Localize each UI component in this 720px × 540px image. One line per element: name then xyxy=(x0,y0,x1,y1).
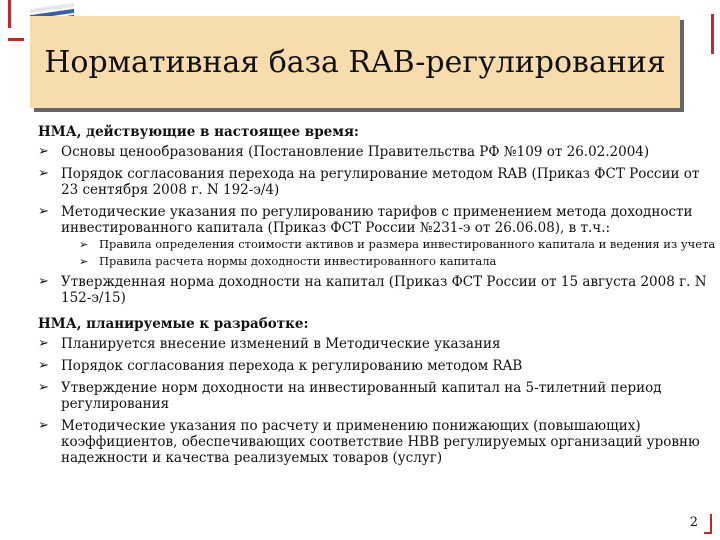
planned-list xyxy=(38,336,716,466)
list-item: ➢ Планируется внесение изменений в Методические указания xyxy=(38,336,716,352)
list-item: ➢ Утвержденная норма доходности на капитал (Приказ ФСТ России от 15 августа 2008 г. N 152-э/15) xyxy=(38,274,716,306)
current-list xyxy=(38,144,716,306)
slide-title-box xyxy=(30,16,680,108)
slide-title: Нормативная база RAB-регулирования xyxy=(44,44,666,80)
list-item: ➢ Основы ценообразования (Постановление Правительства РФ №109 от 26.02.2004) xyxy=(38,144,716,160)
slide-content xyxy=(38,124,716,472)
list-item xyxy=(38,204,716,268)
sub-list-item: ➢ Правила расчета нормы доходности инвестированного капитала xyxy=(61,255,716,268)
section-heading-current: НМА, действующие в настоящее время: xyxy=(38,124,359,140)
list-item: ➢ Порядок согласования перехода на регулирование методом RAB (Приказ ФСТ России от 23 сентября 2008 г. N 192-э/4) xyxy=(38,166,716,198)
sub-list-item: ➢ Правила определения стоимости активов и размера инвестированного капитала и ведения из учета xyxy=(61,238,716,251)
list-item: ➢ Порядок согласования перехода к регулированию методом RAB xyxy=(38,358,716,374)
page-number: 2 xyxy=(689,515,698,530)
corner-mark-decoration xyxy=(8,0,11,28)
list-item: ➢ Методические указания по расчету и применению понижающих (повышающих) коэффициентов, обеспечивающих соответствие НВВ регулируемых организаций уровню надежности и качества реализуемых товаров (услуг) xyxy=(38,418,716,466)
list-item-text: Методические указания по регулированию тарифов с применением метода доходности инвестированного капитала (Приказ ФСТ России №231-э от 26.06.08), в т.ч.: xyxy=(61,204,693,236)
list-item: ➢ Утверждение норм доходности на инвестированный капитал на 5-тилетний период регулирования xyxy=(38,380,716,412)
corner-mark-decoration xyxy=(8,38,24,41)
section-heading-planned: НМА, планируемые к разработке: xyxy=(38,316,309,332)
sub-list xyxy=(61,238,716,268)
corner-mark-decoration xyxy=(704,514,712,534)
corner-mark-decoration xyxy=(711,14,714,54)
